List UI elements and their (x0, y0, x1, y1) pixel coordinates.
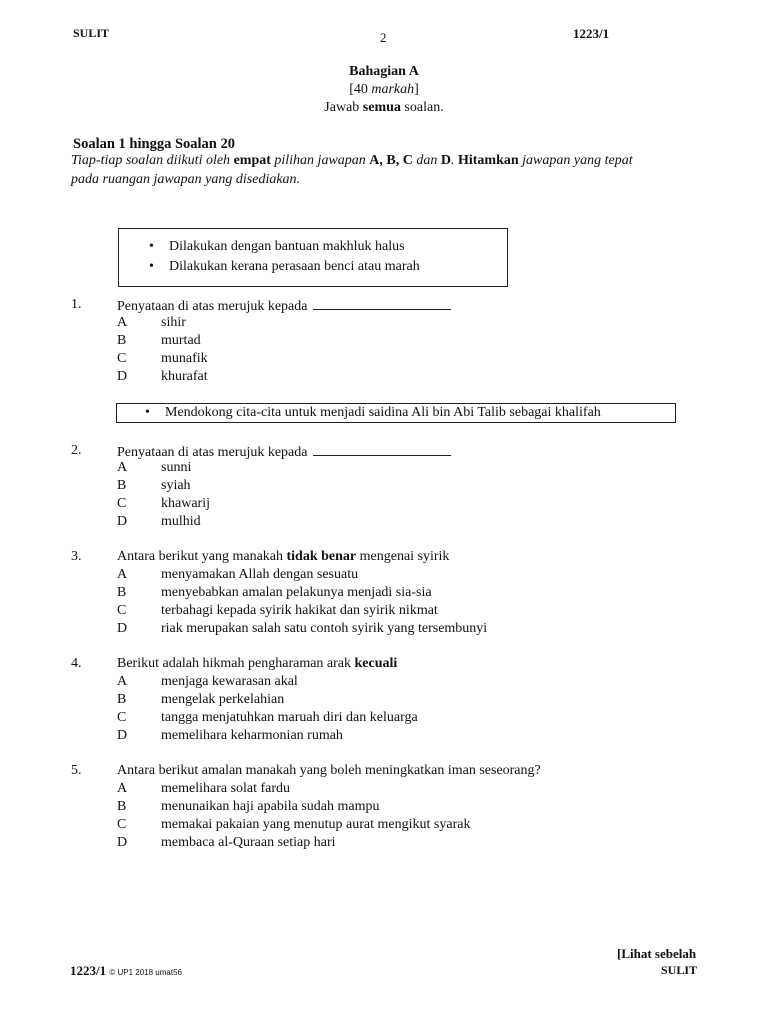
footer-copyright: © UP1 2018 umat56 (109, 968, 182, 977)
question-stem: Antara berikut yang manakah tidak benar mengenai syirik (117, 549, 450, 564)
option-letter: D (117, 514, 128, 529)
option-text: memelihara solat fardu (161, 781, 291, 796)
question-number: 4. (71, 656, 82, 671)
option-letter: A (117, 460, 128, 475)
option-letter: A (117, 781, 128, 796)
page-number: 2 (380, 30, 387, 45)
option-text: khurafat (161, 369, 208, 384)
option-letter: B (117, 692, 127, 707)
option-text: sihir (161, 315, 186, 330)
stimulus-box-1 (118, 228, 508, 287)
option-letter: C (117, 603, 127, 618)
option-letter: D (117, 621, 128, 636)
option-text: munafik (161, 351, 208, 366)
option-letter: B (117, 333, 127, 348)
option-letter: C (117, 496, 127, 511)
question-stem: Penyataan di atas merujuk kepada (117, 443, 451, 461)
option-text: murtad (161, 333, 201, 348)
option-letter: D (117, 728, 128, 743)
footer-sulit: SULIT (661, 963, 698, 977)
option-text: memakai pakaian yang menutup aurat mengikut syarak (161, 817, 471, 832)
option-letter: D (117, 835, 128, 850)
option-letter: A (117, 315, 128, 330)
option-text: tangga menjatuhkan maruah diri dan keluarga (161, 710, 418, 725)
option-text: terbahagi kepada syirik hakikat dan syirik nikmat (161, 603, 438, 618)
option-letter: B (117, 799, 127, 814)
option-text: menyebabkan amalan pelakunya menjadi sia-sia (161, 585, 432, 600)
box1-bullet: • Dilakukan dengan bantuan makhluk halus (149, 239, 405, 254)
section-title: Bahagian A (349, 64, 419, 79)
option-letter: C (117, 351, 127, 366)
question-stem: Berikut adalah hikmah pengharaman arak kecuali (117, 656, 398, 671)
instruction-line-2: pada ruangan jawapan yang disediakan. (71, 172, 301, 187)
question-number: 3. (71, 549, 82, 564)
option-text: menunaikan haji apabila sudah mampu (161, 799, 380, 814)
answer-blank (313, 443, 451, 456)
footer-paper-code: 1223/1 © UP1 2018 umat56 (70, 963, 182, 978)
option-letter: B (117, 585, 127, 600)
option-text: membaca al-Quraan setiap hari (161, 835, 336, 850)
question-stem: Penyataan di atas merujuk kepada (117, 297, 451, 315)
option-text: riak merupakan salah satu contoh syirik yang tersembunyi (161, 621, 488, 636)
option-letter: B (117, 478, 127, 493)
option-text: sunni (161, 460, 192, 475)
question-stem: Antara berikut amalan manakah yang boleh meningkatkan iman seseorang? (117, 763, 541, 778)
option-letter: A (117, 567, 128, 582)
header-sulit: SULIT (73, 26, 110, 40)
option-text: menjaga kewarasan akal (161, 674, 298, 689)
question-range: Soalan 1 hingga Soalan 20 (73, 136, 235, 152)
question-number: 5. (71, 763, 82, 778)
header-paper-code: 1223/1 (573, 26, 610, 41)
option-text: memelihara keharmonian rumah (161, 728, 343, 743)
option-text: mulhid (161, 514, 201, 529)
box1-bullet: • Dilakukan kerana perasaan benci atau marah (149, 259, 420, 274)
question-number: 1. (71, 297, 82, 312)
answer-blank (313, 297, 451, 310)
instruction-line-1: Tiap-tiap soalan diikuti oleh empat pilihan jawapan A, B, C dan D. Hitamkan jawapan yang tepat (71, 153, 633, 168)
question-number: 2. (71, 443, 82, 458)
option-text: syiah (161, 478, 191, 493)
box2-bullet: • Mendokong cita-cita untuk menjadi saidina Ali bin Abi Talib sebagai khalifah (145, 405, 601, 420)
option-letter: C (117, 817, 127, 832)
option-text: menyamakan Allah dengan sesuatu (161, 567, 359, 582)
option-letter: C (117, 710, 127, 725)
footer-turn-page: [Lihat sebelah (617, 946, 697, 961)
section-marks: [40 markah] (349, 82, 419, 97)
option-letter: A (117, 674, 128, 689)
section-instruction: Jawab semua soalan. (324, 100, 444, 115)
option-text: khawarij (161, 496, 210, 511)
option-letter: D (117, 369, 128, 384)
option-text: mengelak perkelahian (161, 692, 285, 707)
